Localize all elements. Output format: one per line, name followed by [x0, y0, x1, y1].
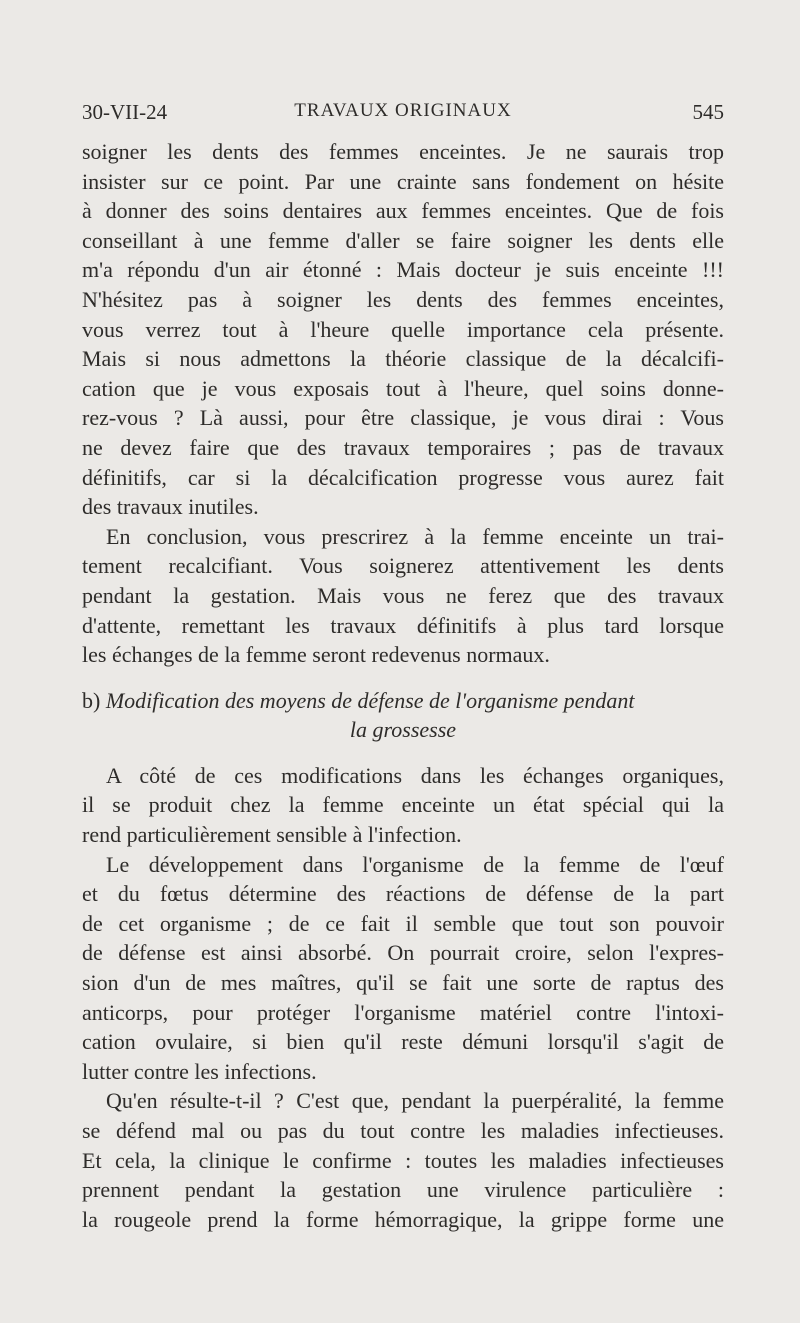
text-line: cation ovulaire, si bien qu'il reste démuni lorsqu'il s'agit de: [82, 1029, 724, 1055]
text-line: soigner les dents des femmes enceintes. Je ne saurais trop: [82, 139, 724, 164]
text-line: m'a répondu d'un air étonné : Mais docteur je suis enceinte !!!: [82, 257, 724, 283]
paragraph-5: [82, 1086, 724, 1234]
text-line: lutter contre les infections.: [82, 1058, 317, 1084]
text-line: conseillant à une femme d'aller se faire soigner les dents elle: [82, 227, 724, 253]
paragraph-3: [82, 761, 724, 850]
text-line: définitifs, car si la décalcification progresse vous aurez fait: [82, 464, 724, 490]
paragraph-4: [82, 850, 724, 1087]
text-line: et du fœtus détermine des réactions de défense de la part: [82, 881, 724, 907]
running-header: [82, 100, 724, 130]
text-line: à donner des soins dentaires aux femmes enceintes. Que de fois: [82, 198, 724, 224]
text-line: sion d'un de mes maîtres, qu'il se fait une sorte de raptus des: [82, 970, 724, 996]
text-line: rez-vous ? Là aussi, pour être classique, je vous dirai : Vous: [82, 405, 724, 431]
text-line: des travaux inutiles.: [82, 494, 259, 520]
text-line: de cet organisme ; de ce fait il semble que tout son pouvoir: [82, 910, 724, 936]
text-line: les échanges de la femme seront redevenus normaux.: [82, 642, 550, 668]
paragraph-2: [82, 522, 724, 670]
heading-line: [82, 686, 724, 716]
text-line: il se produit chez la femme enceinte un état spécial qui la: [82, 792, 724, 818]
text-line: A côté de ces modifications dans les échanges organiques,: [106, 762, 724, 788]
text-line: insister sur ce point. Par une crainte sans fondement on hésite: [82, 168, 724, 194]
heading-title: Modification des moyens de défense de l'organisme pendant: [105, 687, 635, 713]
text-line: En conclusion, vous prescrirez à la femme enceinte un trai-: [106, 523, 724, 549]
text-line: Le développement dans l'organisme de la femme de l'œuf: [106, 851, 724, 877]
paragraph-1: [82, 137, 724, 522]
text-line: tement recalcifiant. Vous soignerez attentivement les dents: [82, 553, 724, 579]
text-line: la rougeole prend la forme hémorragique, la grippe forme une: [82, 1206, 724, 1232]
text-line: anticorps, pour protéger l'organisme matériel contre l'intoxi-: [82, 999, 724, 1025]
text-line: cation que je vous exposais tout à l'heure, quel soins donne-: [82, 375, 724, 401]
heading-title-continued: la grossesse: [349, 717, 457, 743]
text-line: Et cela, la clinique le confirme : toutes les maladies infectieuses: [82, 1147, 724, 1173]
body-text: [82, 137, 724, 1234]
text-line: ne devez faire que des travaux temporaires ; pas de travaux: [82, 434, 724, 460]
text-line: rend particulièrement sensible à l'infection.: [82, 822, 462, 848]
text-line: prennent pendant la gestation une virulence particulière :: [82, 1177, 724, 1203]
text-line: vous verrez tout à l'heure quelle importance cela présente.: [82, 316, 724, 342]
header-date: 30-VII-24: [82, 100, 168, 124]
page-number: 545: [692, 100, 724, 124]
text-line: N'hésitez pas à soigner les dents des femmes enceintes,: [82, 286, 724, 312]
header-title: TRAVAUX ORIGINAUX: [294, 100, 512, 121]
heading-marker: b): [82, 687, 101, 713]
text-line: Mais si nous admettons la théorie classique de la décalcifi-: [82, 346, 724, 372]
section-heading: [82, 686, 724, 745]
text-line: d'attente, remettant les travaux définitifs à plus tard lorsque: [82, 612, 724, 638]
heading-line: [82, 715, 724, 745]
text-line: se défend mal ou pas du tout contre les maladies infectieuses.: [82, 1118, 724, 1143]
text-line: Qu'en résulte-t-il ? C'est que, pendant la puerpéralité, la femme: [106, 1088, 724, 1114]
text-line: pendant la gestation. Mais vous ne ferez que des travaux: [82, 582, 724, 608]
text-line: de défense est ainsi absorbé. On pourrait croire, selon l'expres-: [82, 940, 724, 966]
